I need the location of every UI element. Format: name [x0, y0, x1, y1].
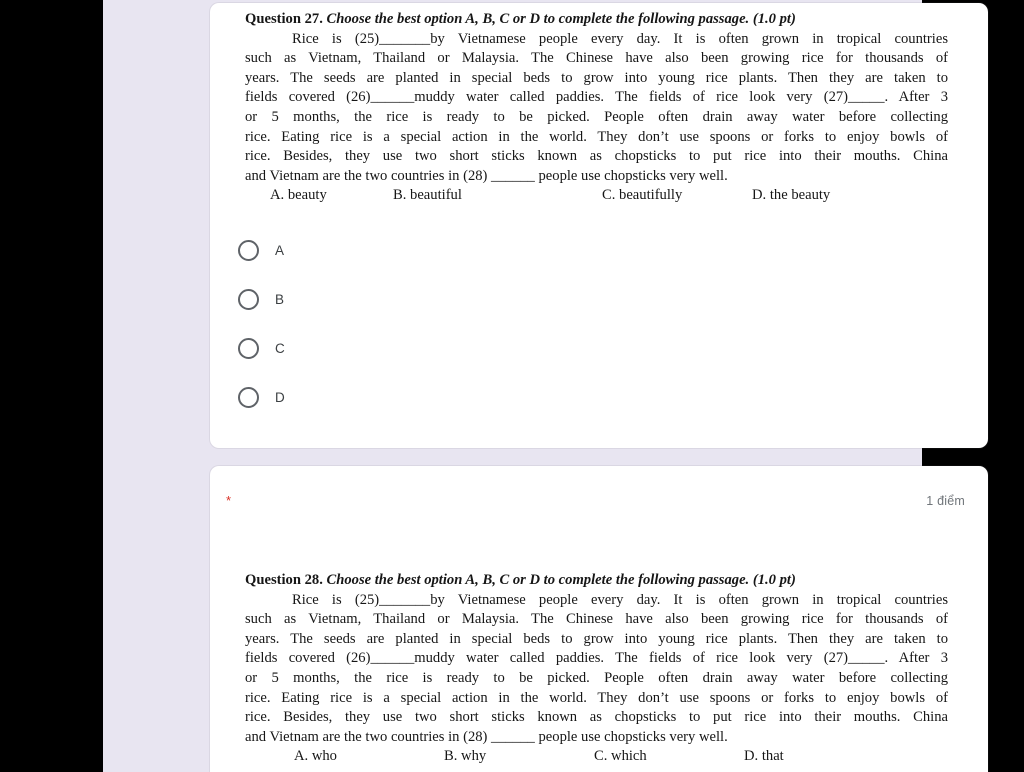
question-card-27 [210, 3, 988, 448]
radio-button-icon[interactable] [238, 289, 259, 310]
passage-line: such as Vietnam, Thailand or Malaysia. The Chinese have also been growing rice for thousands of [245, 50, 948, 67]
radio-option-a[interactable] [210, 226, 988, 275]
passage-line: or 5 months, the rice is ready to be picked. People often drain away water before collecting [245, 669, 948, 686]
choice-c-text: C. which [594, 748, 647, 765]
question-28-meta-row [210, 466, 988, 516]
passage-line: rice. Besides, they use two short sticks known as chopsticks to put rice into their mouths. China [245, 148, 948, 165]
question-27-title [245, 10, 948, 30]
radio-button-icon[interactable] [238, 387, 259, 408]
passage-line: fields covered (26)______muddy water called paddies. The fields of rice look very (27)_____. After 3 [245, 89, 948, 106]
passage-line: fields covered (26)______muddy water called paddies. The fields of rice look very (27)_____. After 3 [245, 650, 948, 667]
passage-line: and Vietnam are the two countries in (28) ______ people use chopsticks very well. [245, 167, 728, 184]
passage-line: such as Vietnam, Thailand or Malaysia. The Chinese have also been growing rice for thousands of [245, 611, 948, 628]
passage-line: rice. Besides, they use two short sticks known as chopsticks to put rice into their mouths. China [245, 709, 948, 726]
passage-line: and Vietnam are the two countries in (28) ______ people use chopsticks very well. [245, 728, 728, 745]
points-badge: 1 điểm [926, 494, 965, 508]
choice-c-text: C. beautifully [602, 187, 683, 204]
form-background-column [103, 0, 965, 772]
passage-line: Rice is (25)_______by Vietnamese people every day. It is often grown in tropical countries [292, 591, 948, 608]
radio-option-c[interactable] [210, 324, 988, 373]
radio-option-d[interactable] [210, 373, 988, 422]
radio-option-b[interactable] [210, 275, 988, 324]
choice-b-text: B. beautiful [393, 187, 462, 204]
question-28-instruction: Choose the best option A, B, C or D to complete the following passage. (1.0 pt) [326, 572, 796, 588]
radio-option-b-label: B [275, 292, 285, 308]
radio-option-c-label: C [275, 341, 285, 357]
choice-b-text: B. why [444, 748, 487, 765]
radio-button-icon[interactable] [238, 240, 259, 261]
question-28-answer-choices [245, 747, 948, 767]
choice-d-text: D. that [744, 748, 784, 765]
question-27-answer-choices [245, 186, 948, 206]
passage-line: rice. Eating rice is a special action in the world. They don’t use spoons or forks to enjoy bowls of [245, 128, 948, 145]
choice-d-text: D. the beauty [752, 187, 831, 204]
passage-line: Rice is (25)_______by Vietnamese people every day. It is often grown in tropical countries [292, 30, 948, 47]
choice-a-text: A. who [294, 748, 337, 765]
passage-line: rice. Eating rice is a special action in the world. They don’t use spoons or forks to enjoy bowls of [245, 689, 948, 706]
question-card-28 [210, 466, 988, 772]
question-27-instruction: Choose the best option A, B, C or D to complete the following passage. (1.0 pt) [326, 11, 796, 27]
radio-option-d-label: D [275, 390, 285, 406]
question-28-title [245, 571, 948, 591]
required-asterisk-icon: * [226, 493, 232, 508]
passage-line: years. The seeds are planted in special beds to grow into young rice plants. Then they are taken to [245, 630, 948, 647]
question-27-number: Question 27. [245, 11, 323, 27]
passage-line: or 5 months, the rice is ready to be picked. People often drain away water before collecting [245, 108, 948, 125]
choice-a-text: A. beauty [270, 187, 327, 204]
question-28-content [210, 571, 988, 767]
radio-button-icon[interactable] [238, 338, 259, 359]
question-27-radio-group [210, 226, 988, 422]
radio-option-a-label: A [275, 243, 285, 259]
passage-line: years. The seeds are planted in special beds to grow into young rice plants. Then they are taken to [245, 69, 948, 86]
question-28-number: Question 28. [245, 572, 323, 588]
question-27-content [210, 3, 988, 206]
